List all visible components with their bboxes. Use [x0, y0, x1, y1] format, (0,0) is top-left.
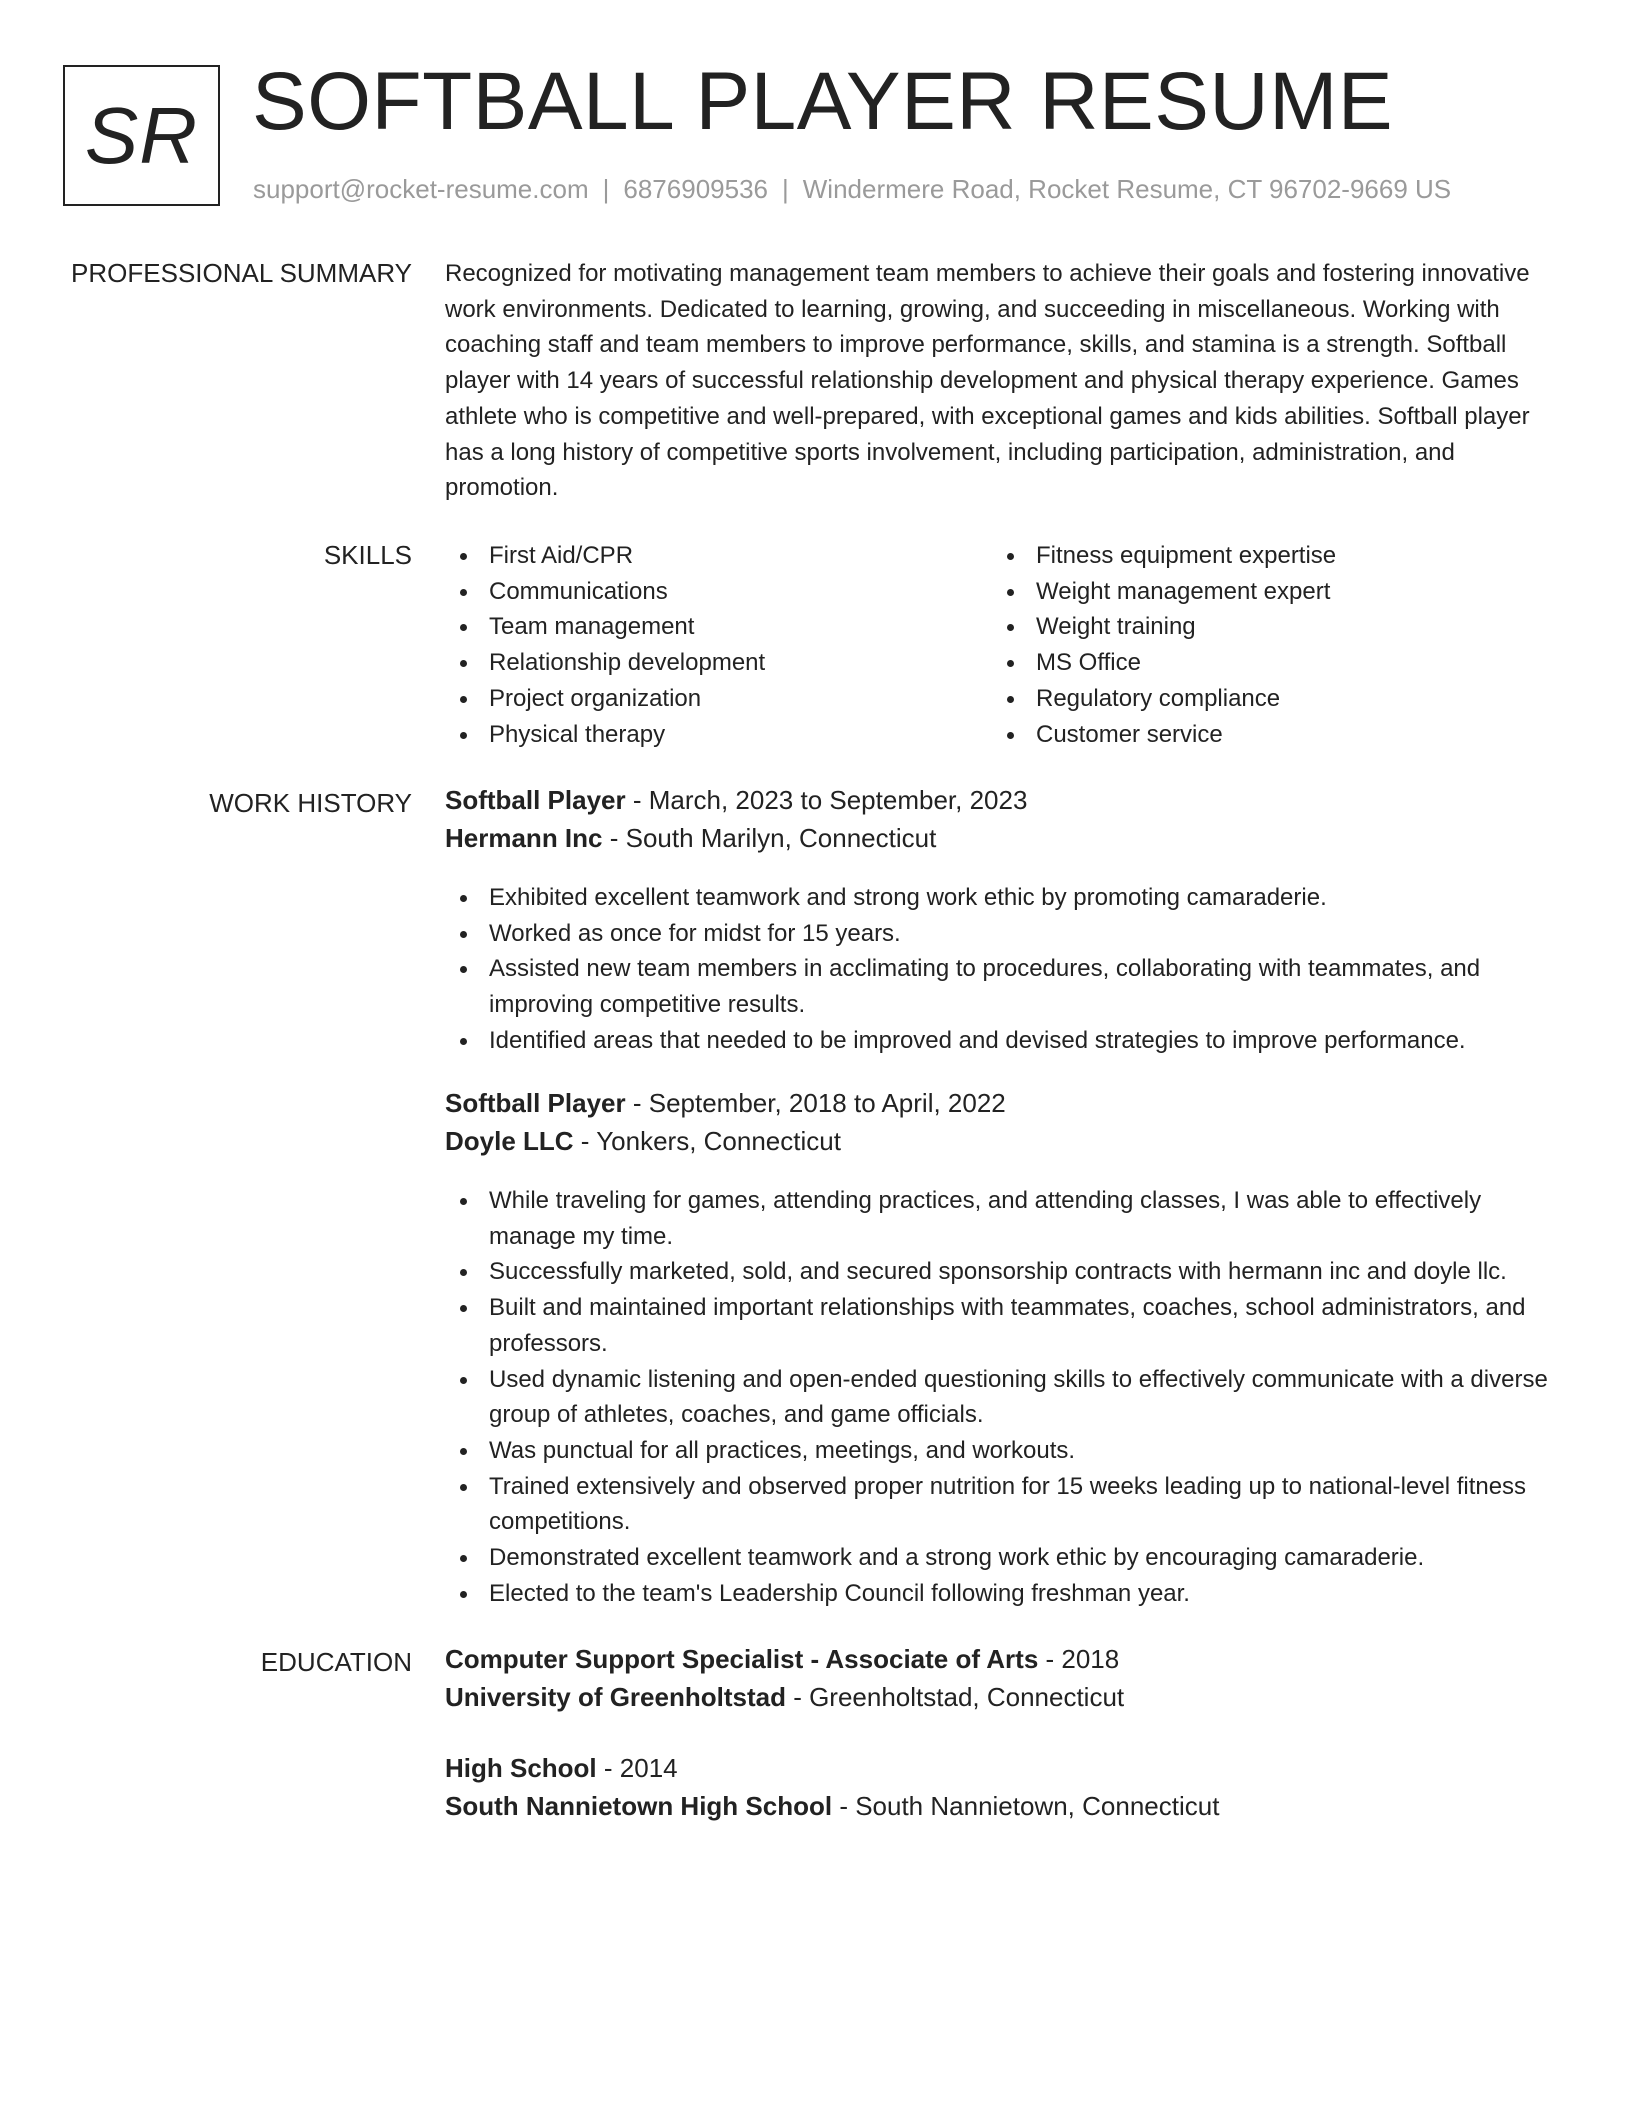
- education-school-line: [445, 1787, 1565, 1825]
- resume-title: SOFTBALL PLAYER RESUME: [252, 56, 1394, 147]
- job-title-line: [445, 1084, 1565, 1122]
- education-entry: [445, 1749, 1565, 1825]
- job-location: - Yonkers, Connecticut: [573, 1126, 841, 1156]
- job-bullets: [445, 880, 1565, 1059]
- resume-header: [63, 56, 1583, 215]
- job-company: Hermann Inc: [445, 823, 603, 853]
- skills-list-right: [992, 538, 1532, 752]
- summary-text: Recognized for motivating management team members to achieve their goals and fostering innovative work environments. Dedicated to learning, growing, and succeeding in miscellaneous. Working with coaching staff and team members to improve performance, skills, and stamina is a strength. Softball player with 14 years of successful relationship development and physical therapy experience. Games athlete who is competitive and well-prepared, with exceptional games and kids abilities. Softball player has a long history of competitive sports involvement, including participation, administration, and promotion.: [445, 260, 1530, 502]
- contact-email[interactable]: support@rocket-resume.com: [253, 174, 589, 204]
- job-title: Softball Player: [445, 1088, 626, 1118]
- job-bullet: Exhibited excellent teamwork and strong work ethic by promoting camaraderie.: [445, 880, 1565, 916]
- section-label-education: EDUCATION: [260, 1647, 412, 1677]
- section-label-skills: SKILLS: [323, 540, 412, 570]
- skill-item: Project organization: [445, 681, 985, 717]
- job-location: - South Marilyn, Connecticut: [602, 823, 937, 853]
- skill-item: Fitness equipment expertise: [992, 538, 1532, 574]
- contact-address: Windermere Road, Rocket Resume, CT 96702-9669 US: [802, 174, 1452, 204]
- education-degree-line: [445, 1749, 1565, 1787]
- skill-item: Regulatory compliance: [992, 681, 1532, 717]
- skill-item: Physical therapy: [445, 717, 985, 753]
- education-location: - South Nannietown, Connecticut: [832, 1791, 1220, 1821]
- job-bullet: Elected to the team's Leadership Council following freshman year.: [445, 1576, 1565, 1612]
- job-company-line: [445, 1122, 1565, 1160]
- job-bullet: Used dynamic listening and open-ended questioning skills to effectively communicate with a diverse group of athletes, coaches, and game officials.: [445, 1362, 1565, 1433]
- education-school: South Nannietown High School: [445, 1791, 833, 1821]
- job-dates: - March, 2023 to September, 2023: [625, 785, 1028, 815]
- skill-item: Weight training: [992, 609, 1532, 645]
- education-school-line: [445, 1678, 1565, 1716]
- job-entry: [445, 1084, 1565, 1160]
- job-dates: - September, 2018 to April, 2022: [625, 1088, 1006, 1118]
- skill-item: Customer service: [992, 717, 1532, 753]
- skill-item: First Aid/CPR: [445, 538, 985, 574]
- contact-separator: |: [602, 174, 610, 204]
- job-bullet: Was punctual for all practices, meetings, and workouts.: [445, 1433, 1565, 1469]
- job-bullet: Worked as once for midst for 15 years.: [445, 916, 1565, 952]
- job-bullet: Trained extensively and observed proper nutrition for 15 weeks leading up to national-level fitness competitions.: [445, 1469, 1565, 1540]
- education-entry: [445, 1640, 1565, 1716]
- education-school: University of Greenholtstad: [445, 1682, 786, 1712]
- education-degree: Computer Support Specialist - Associate of Arts: [445, 1644, 1039, 1674]
- job-company: Doyle LLC: [445, 1126, 574, 1156]
- skill-item: MS Office: [992, 645, 1532, 681]
- summary-body: [445, 256, 1565, 506]
- contact-separator: |: [782, 174, 789, 204]
- job-bullet: Built and maintained important relationships with teammates, coaches, school administrators, and professors.: [445, 1290, 1565, 1361]
- job-bullet: Identified areas that needed to be improved and devised strategies to improve performance.: [445, 1023, 1565, 1059]
- section-label-summary: PROFESSIONAL SUMMARY: [71, 258, 412, 288]
- skill-item: Weight management expert: [992, 574, 1532, 610]
- skill-item: Relationship development: [445, 645, 985, 681]
- education-degree: High School: [445, 1753, 597, 1783]
- education-year: - 2014: [596, 1753, 678, 1783]
- job-entry: [445, 781, 1565, 857]
- job-bullets: [445, 1183, 1565, 1611]
- job-bullet: Assisted new team members in acclimating to procedures, collaborating with teammates, and improving competitive results.: [445, 951, 1565, 1022]
- job-bullet: Successfully marketed, sold, and secured sponsorship contracts with hermann inc and doyle llc.: [445, 1254, 1565, 1290]
- job-company-line: [445, 819, 1565, 857]
- monogram-badge: SR: [63, 65, 220, 206]
- skills-list-left: [445, 538, 985, 752]
- job-title-line: [445, 781, 1565, 819]
- education-degree-line: [445, 1640, 1565, 1678]
- job-bullet: While traveling for games, attending practices, and attending classes, I was able to effectively manage my time.: [445, 1183, 1565, 1254]
- skill-item: Communications: [445, 574, 985, 610]
- contact-line: [253, 174, 1451, 205]
- job-bullet: Demonstrated excellent teamwork and a strong work ethic by encouraging camaraderie.: [445, 1540, 1565, 1576]
- skills-body: [445, 538, 1565, 758]
- job-title: Softball Player: [445, 785, 626, 815]
- education-location: - Greenholtstad, Connecticut: [785, 1682, 1125, 1712]
- section-label-work-history: WORK HISTORY: [209, 788, 412, 818]
- education-year: - 2018: [1038, 1644, 1120, 1674]
- contact-phone[interactable]: 6876909536: [623, 174, 768, 204]
- skill-item: Team management: [445, 609, 985, 645]
